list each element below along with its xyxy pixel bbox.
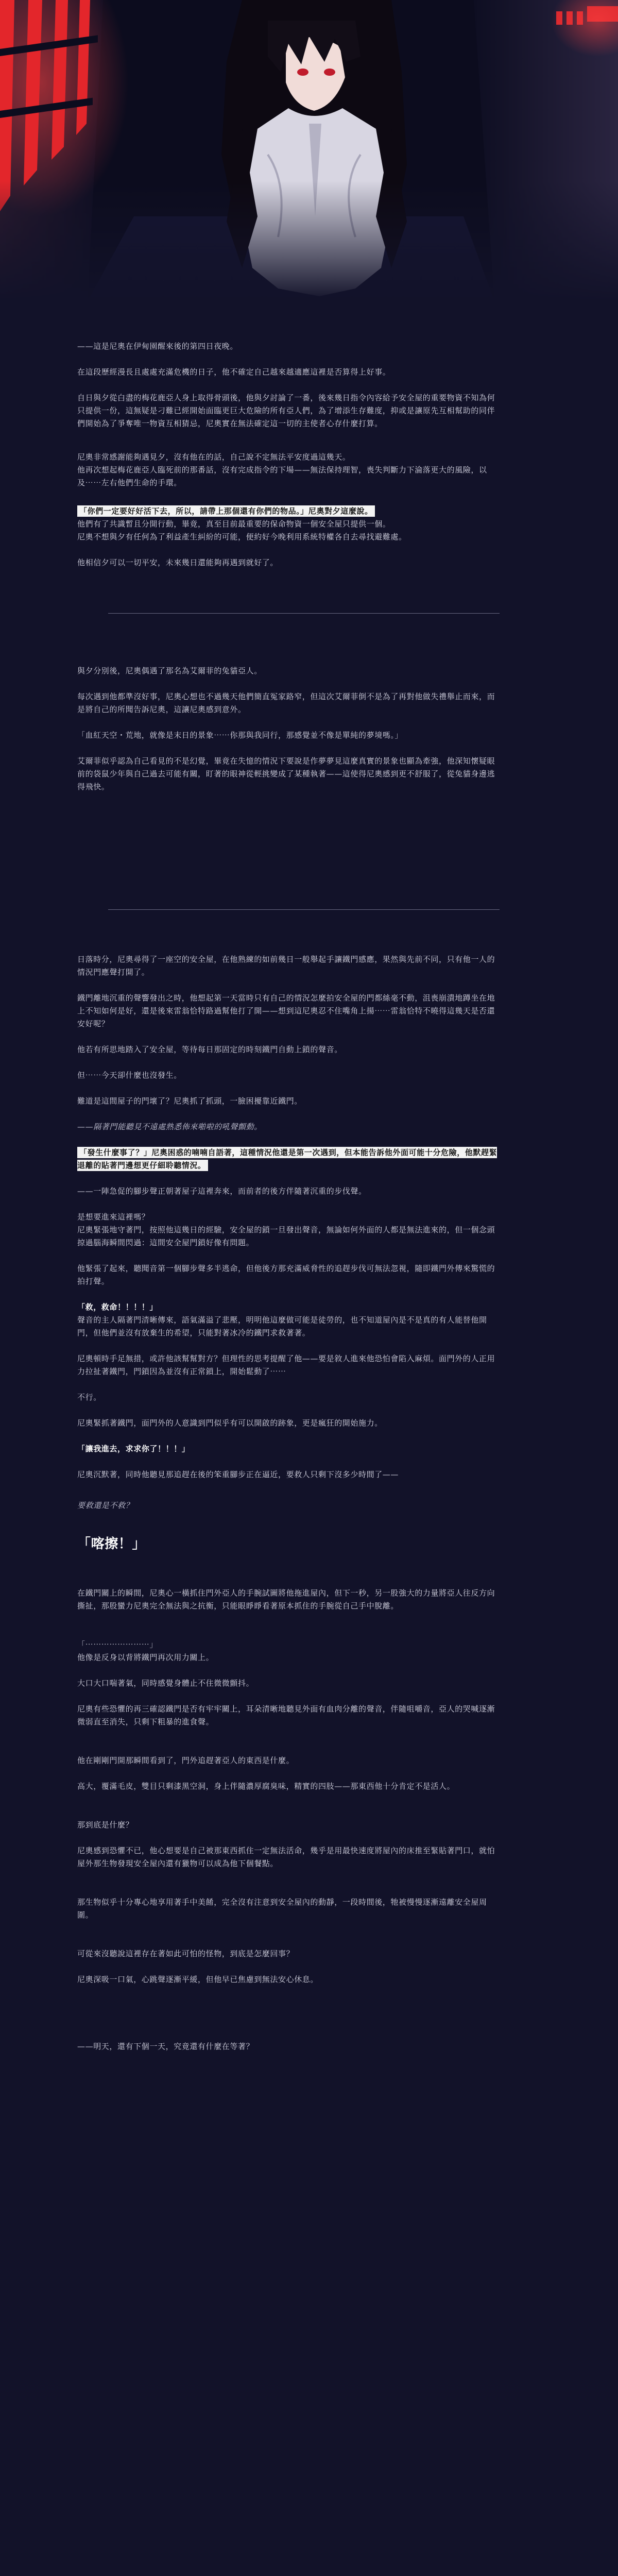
story-paragraph: 每次遇到他都準沒好事，尼奧心想也不過幾天他們簡直冤家路窄，但這次艾爾菲倒不是為了再對他做失禮舉止而來，而是將自己的所聞告訴尼奧，這讓尼奧感到意外。 (77, 692, 495, 714)
story-paragraph: 可從來沒聽說這裡存在著如此可怕的怪物，到底是怎麼回事？ (77, 1949, 295, 1958)
story-paragraph (77, 1146, 500, 1172)
story-paragraph: 高大，覆滿毛皮，雙目只剩漆黑空洞，身上伴隨濃厚腐臭味，精實的四肢——那東西他十分肯定不是活人。 (77, 1782, 455, 1791)
highlighted-quote: 「你們一定要好好活下去，所以，請帶上那個還有你們的物品。」尼奧對夕這麼說。 (77, 505, 375, 517)
story-paragraph: 那生物似乎十分專心地享用著手中美餚，完全沒有注意到安全屋內的動靜，一段時間後，牠被慢慢逐漸遠離安全屋周圍。 (77, 1897, 487, 1920)
story-paragraph: 聲音的主人隔著門清晰傳來，語氣滿溢了悲壓，明明他這麼做可能是徒勞的，也不知道屋內是不是真的有人能替他開門，但他們並沒有放棄生的希望，只能對著冰冷的鐵門求救著著。 (77, 1315, 487, 1337)
story-paragraph: ——這是尼奧在伊甸園醒來後的第四日夜晚。 (77, 342, 238, 351)
story-paragraph: 尼奧深吸一口氣，心跳聲逐漸平緩，但他早已焦慮到無法安心休息。 (77, 1975, 319, 1984)
story-paragraph: 尼奧緊抓著鐵門，面門外的人意識到門似乎有可以開啟的跡象，更是瘋狂的開始施力。 (77, 1418, 383, 1428)
section-divider (108, 909, 500, 910)
story-paragraph: 與夕分別後，尼奧偶遇了那名為艾爾菲的兔貓亞人。 (77, 666, 262, 675)
story-paragraph: 他在剛剛門開那瞬間看到了，門外追趕著亞人的東西是什麼。 (77, 1756, 295, 1765)
story-paragraph: ——隔著門能聽見不遠處熟悉佈來啪啦的吼聲顫動。 (77, 1122, 262, 1131)
story-paragraph: 難道是這間屋子的門壞了？尼奧抓了抓頭，一臉困擾靠近鐵門。 (77, 1096, 302, 1106)
story-paragraph: 日落時分，尼奧尋得了一座空的安全屋，在他熟練的如前幾日一般舉起手讓鐵門感應，果然與先前不同，只有他一人的情況門應聲打開了。 (77, 955, 495, 977)
story-paragraph: 尼奧緊張地守著門，按照他這幾日的經驗，安全屋的鎖一旦發出聲音，無論如何外面的人都是無法進來的，但一個念頭掠過腦海瞬間閃過：這間安全屋門鎖好像有問題。 (77, 1225, 495, 1247)
story-paragraph: ——一陣急促的腳步聲正朝著屋子這裡奔來，而前者的後方伴隨著沉重的步伐聲。 (77, 1187, 367, 1196)
highlighted-quote: 「發生什麼事了？」尼奧困惑的喃喃自語著，這種情況他還是第一次遇到，但本能告訴他外面可能十分危險，他默趕緊退離的貼著門邊想更仔細聆聽情況。 (77, 1148, 497, 1170)
story-paragraph: 尼奧有些恐懼的再三確認鐵門是否有牢牢關上，耳朵清晰地聽見外面有血肉分離的聲音，伴隨咀嚼音，亞人的哭喊逐漸微弱直至消失，只剩下粗暴的進食聲。 (77, 1704, 495, 1726)
story-paragraph: 在鐵門關上的瞬間，尼奧心一橫抓住門外亞人的手腕試圖將他拖進屋內，但下一秒，另一股強大的力量將亞人往反方向撕扯，那股蠻力尼奧完全無法與之抗衡，只能眼睜睜看著原本抓住的手腕從自己手中脫離。 (77, 1588, 495, 1611)
story-paragraph: 尼奧不想與夕有任何為了利益產生糾紛的可能，便約好今晚利用系統特權各自去尋找避難處。 (77, 532, 407, 541)
anime-character-artwork (0, 0, 618, 301)
story-paragraph: 他們有了共識暫且分開行動，畢竟，真至目前最重要的保命物資一個安全屋只提供一個。 (77, 519, 391, 529)
story-paragraph: 要救還是不救？ (77, 1501, 134, 1510)
story-paragraph: 「讓我進去，求求你了！！！」 (77, 1444, 190, 1453)
story-paragraph: 「喀擦！」 (77, 1536, 146, 1552)
story-paragraph: 是想要進來這裡嗎？ (77, 1212, 150, 1222)
story-paragraph (77, 505, 500, 518)
story-paragraph: 那到底是什麼？ (77, 1820, 134, 1829)
story-paragraph: 艾爾菲似乎認為自己看見的不是幻覺，畢竟在失憶的情況下要說是作夢夢見這麼真實的景象也顯為牽強，他深知懷疑眼前的袋鼠少年與自己過去可能有關，盯著的眼神從輕挑變成了某種執著——這使得尼奧感到更不舒服了，從兔貓身邊逃得飛快。 (77, 756, 495, 791)
story-paragraph: 鐵門離地沉重的聲響發出之時，他想起第一天當時只有自己的情況怎麼拍安全屋的門都絲毫不動，沮喪崩潰地蹲坐在地上不知如何是好，還是後來雷翁恰特路過幫他打了開——想到這尼奧忍不住嘴角上揚⋯⋯雷翁恰特不曉得這幾天是否還安好呢？ (77, 993, 495, 1028)
story-paragraph: 但⋯⋯今天卻什麼也沒發生。 (77, 1071, 182, 1080)
story-paragraph: 自日與夕從白盡的梅花鹿亞人身上取得骨頭後，他與夕討論了一番，後來幾日指令內容給予安全屋的重要物資不知為何只提供一份，這無疑是刁難已經開始面臨更巨大危險的所有亞人們，為了增添生存難度，抑或是讓原先互相幫助的同伴們開始為了爭奪唯一物資互相猜忌，尼奧實在無法確定這一切的主使者心存什麼打算。 (77, 393, 495, 428)
story-paragraph: 他緊張了起來，聽聞音第一個腳步聲多半逃命，但他後方那充滿威脅性的追趕步伐可無法忽視，隨即鐵門外傳來驚慌的拍打聲。 (77, 1264, 495, 1286)
story-paragraph: 「救，救命！！！！」 (77, 1302, 158, 1312)
story-paragraph: 他若有所思地踏入了安全屋，等待每日那固定的時刻鐵門自動上鎖的聲音。 (77, 1045, 342, 1054)
section-divider (108, 613, 500, 614)
story-paragraph: 「⋯⋯⋯⋯⋯⋯⋯⋯」 (77, 1640, 158, 1649)
story-paragraph: 他再次想起梅花鹿亞人臨死前的那番話，沒有完成指令的下場——無法保持理智，喪失判斷力下淪落更大的風險，以及⋯⋯左右他們生命的手環。 (77, 465, 487, 487)
story-paragraph: 尼奧沉默著，同時他聽見那追趕在後的笨重腳步正在逼近，要救人只剩下沒多少時間了—— (77, 1470, 399, 1479)
story-paragraph: 「血紅天空・荒地，就像是末日的景象⋯⋯你那與我同行，那感覺並不像是單純的夢境嗎。」 (77, 731, 403, 740)
story-paragraph: 大口大口喘著氣，同時感覺身體止不住微微顫抖。 (77, 1679, 254, 1688)
story-paragraph: 他相信夕可以一切平安，未來幾日還能夠再遇到就好了。 (77, 558, 279, 567)
story-paragraph: 不行。 (77, 1393, 101, 1402)
story-paragraph: ——明天，還有下個一天，究竟還有什麼在等著？ (77, 2042, 254, 2051)
story-paragraph: 他像是反身以背將鐵門再次用力關上。 (77, 1653, 214, 1662)
header-illustration (0, 0, 618, 301)
story-paragraph: 尼奧感到恐懼不已，他心想要是自己被那東西抓住一定無法活命，幾乎是用最快速度將屋內的床推至緊貼著門口，就怕屋外那生物發現安全屋內還有獵物可以成為他下個餐點。 (77, 1846, 495, 1868)
story-paragraph: 尼奧頓時手足無措，或許他該幫幫對方？但理性的思考提醒了他——要是敘人進來他恐怕會陷入麻煩。面門外的人正用力拉扯著鐵門，門鎖因為並沒有正常鎖上，開始鬆動了⋯⋯ (77, 1354, 495, 1376)
story-paragraph: 尼奧非常感謝能夠遇見夕，沒有他在的話，自己說不定無法平安度過這幾天。 (77, 452, 351, 462)
story-paragraph: 在這段歷經漫長且處處充滿危機的日子，他不確定自己越來越適應這裡是否算得上好事。 (77, 367, 391, 377)
